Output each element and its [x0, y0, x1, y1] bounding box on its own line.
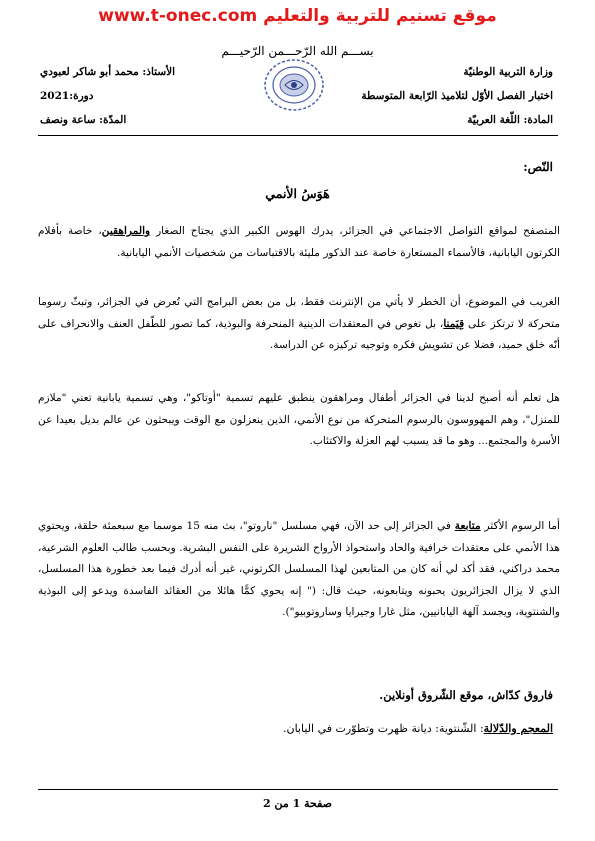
teacher-label: الأستاذ: محمد أبو شاكر لعبودي: [40, 66, 176, 78]
paragraph-4-text-cont: في الجزائر إلى حد الآن، فهي مسلسل "ناروتو"، بث منه 15 موسما مع سبعمئة حلقة، ويحتوي هذا الأنمي على معتقدات خرافية والحاد واستحواذ الأرواح الشريرة على النفس البشرية. وبحسب طالب العلوم الشرعية، محمد دراكني، فقد أكد لي أنه كان من المتابعين لهذا المسلسل الكرتوني، غير أنه أدرك فيما بعد خطورة هذا المسلسل، الذي لا يزال الجزائريون يحبونه ويتابعونه، حيث قال: (" إنه يحوي كمًّا هائلا من العقائد الفاسدة ويدعو إلى البوذية والشنتوية، ويجسد آلهة اليابانيين، مثل غارا وجيرايا وساروتوبيو").: [38, 520, 560, 618]
text-title: هَوَسُ الأنمي: [265, 186, 330, 201]
paragraph-1-text-cont: ، خاصة بأفلام الكرتون اليابانية، فالأسماء المستعارة خاصة عند الذكور مليئة بالاقتباسات من شخصيات الأنمي اليابانية.: [38, 225, 560, 259]
source-citation: فاروق كدّاش، موقع الشّروق أونلاين.: [379, 688, 553, 702]
page-number: صفحة 1 من 2: [263, 797, 332, 810]
keyword-3: متابعة: [454, 520, 481, 532]
paragraph-3-text: هل تعلم أنه أصبح لدينا في الجزائر أطفال ومراهقون ينطبق عليهم تسمية "أوتاكو"، وهي تسمية يابانية تعني "ملازم للمنزل"، وهم المهووسون بالرسوم المتحركة من نوع الأنمي، الذين ينعزلون مع الوقت ويبحثون عن عالم بديل بعيدا عن الأسرة والمجتمع... وهو ما قد يسبب لهم العزلة والاكتئاب.: [38, 392, 560, 447]
text-section-label: النّص:: [523, 160, 553, 174]
lexicon-text: : الشّنتوية: ديانة ظهرت وتطوّرت في اليابان.: [283, 722, 484, 735]
header-divider: [38, 135, 558, 136]
session-label: دورة:2021: [40, 90, 94, 102]
paragraph-3: [38, 388, 560, 453]
subject-label: المادة: اللّغة العربيّة: [467, 114, 553, 126]
keyword-1: والمراهقين: [101, 225, 151, 237]
paragraph-4-text: أما الرسوم الأكثر: [480, 520, 560, 532]
paragraph-4: [38, 516, 560, 624]
paragraph-2: [38, 292, 560, 357]
keyword-2: قِيَمنا: [443, 317, 465, 330]
ministry-label: وزارة التربية الوطنيّة: [463, 66, 553, 78]
duration-label: المدّة: ساعة ونصف: [40, 114, 127, 126]
basmala: بســـم الله الرّحـــمن الرّحيـــم: [221, 44, 374, 58]
footer-divider: [38, 789, 558, 790]
school-seal-stamp: [263, 58, 325, 112]
site-banner: www.t-onec.com موقع تسنيم للتربية والتعليم: [98, 6, 497, 26]
paragraph-2-text-cont: ، بل تغوص في المعتقدات الدينية المنحرفة والبوذية، كما تصور للطّفل العنف والانحراف على أنّه خلق حميد، فضلا عن تشويش فكره وتوجيه تركيزه عن الدراسة.: [38, 317, 560, 351]
exam-title: اختبار الفصل الأوّل لتلاميذ الرّابعة المتوسطة: [361, 90, 553, 102]
lexicon-note: [283, 722, 553, 735]
paragraph-2-text: الغريب في الموضوع، أن الخطر لا يأتي من الإنترنت فقط، بل من بعض البرامج التي تُعرض في الجزائر، وتبثّ رسوما متحركة لا ترتكز على: [38, 296, 560, 330]
paragraph-1-text: المتصفح لمواقع التواصل الاجتماعي في الجزائر، يدرك الهوس الكبير الذي يجتاح الصغار: [150, 225, 560, 237]
paragraph-1: [38, 221, 560, 264]
lexicon-label: المعجم والدّلالة: [483, 722, 553, 735]
